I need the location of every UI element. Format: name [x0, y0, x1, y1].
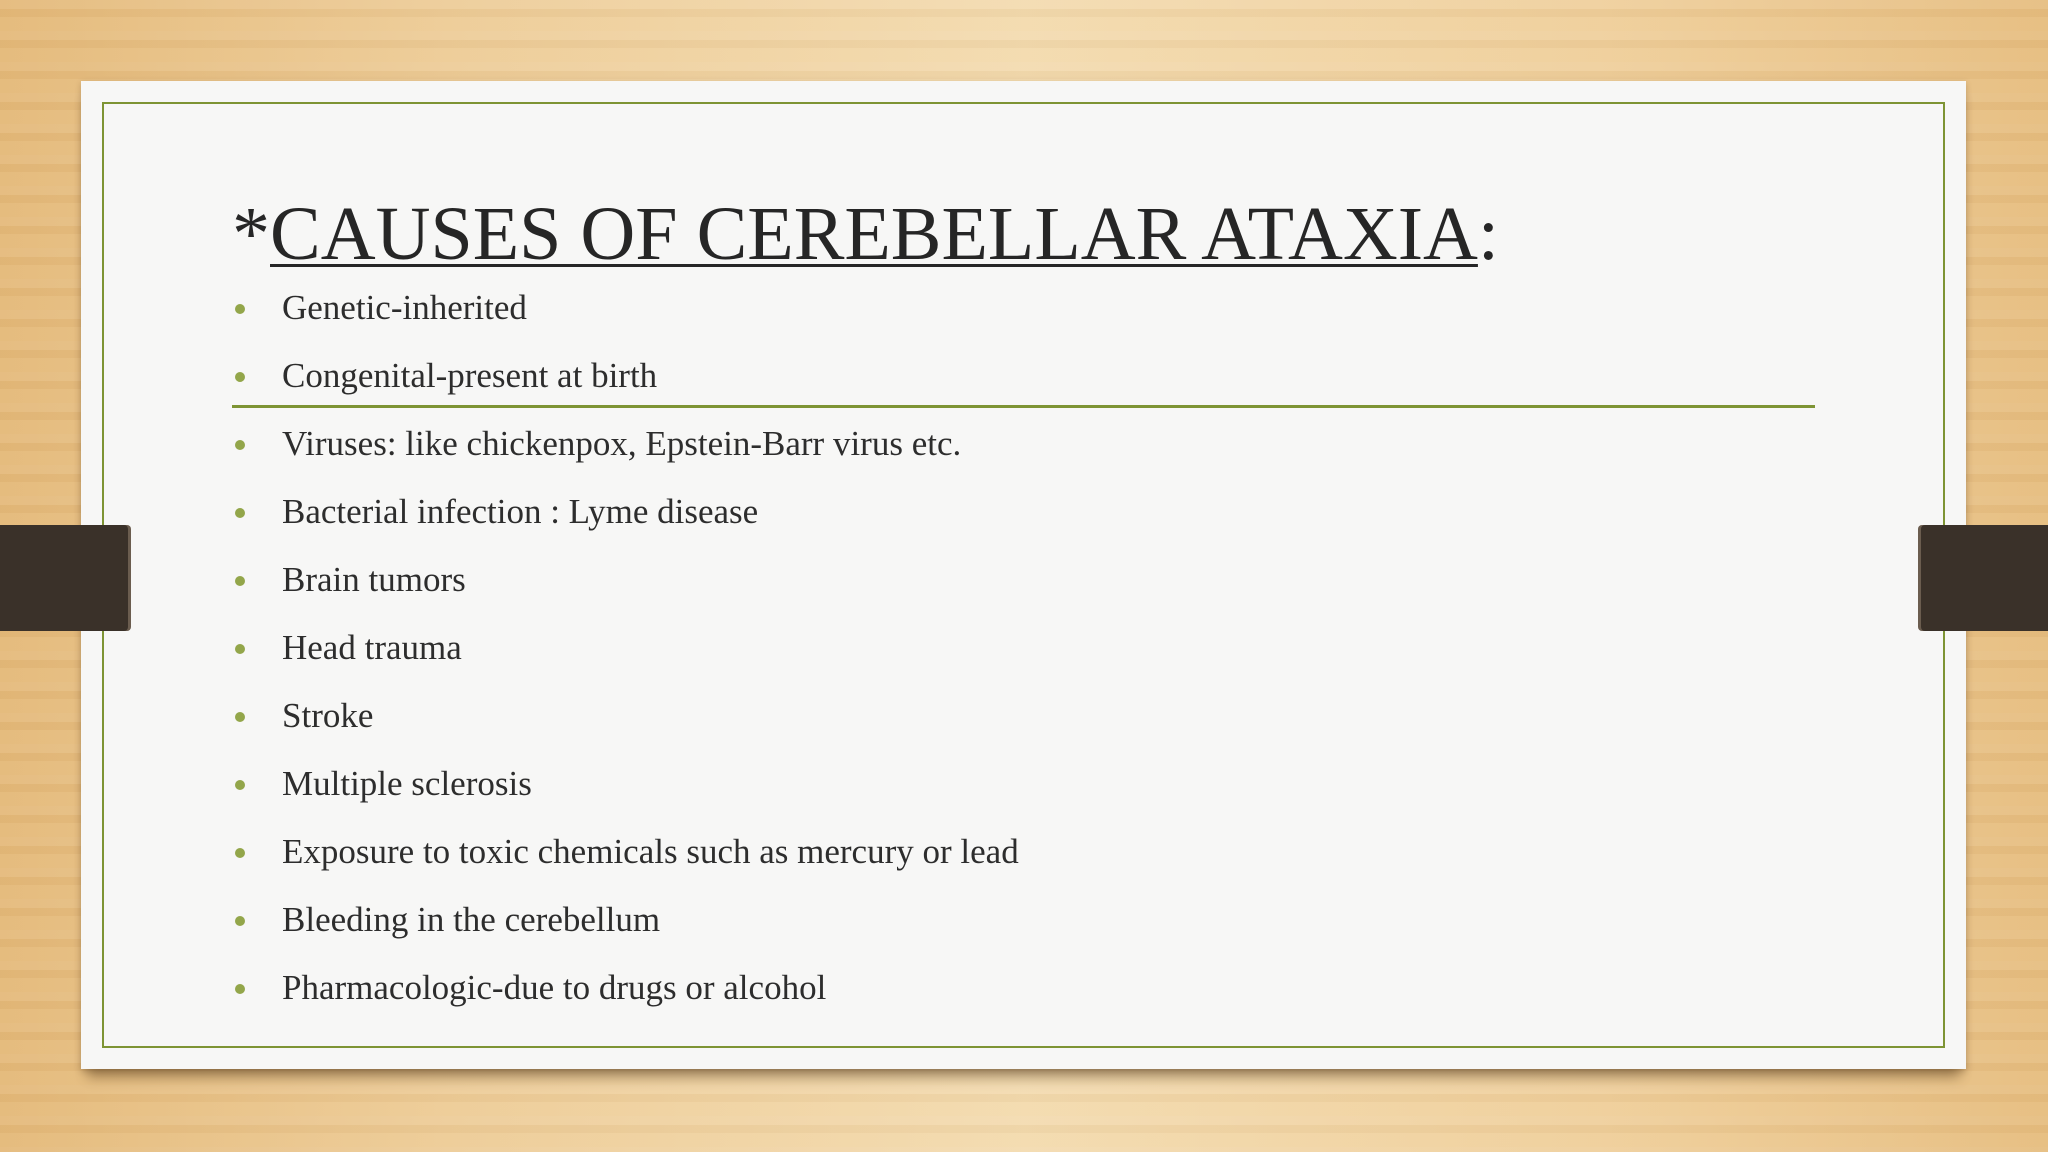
list-item: [232, 283, 1019, 351]
list-item-text: Congenital-present at birth: [282, 356, 658, 395]
bullet-icon: [235, 644, 245, 654]
bullet-icon: [235, 304, 245, 314]
list-item-text: Brain tumors: [282, 560, 466, 599]
list-item-text: Pharmacologic-due to drugs or alcohol: [282, 968, 827, 1007]
bullet-icon: [235, 508, 245, 518]
list-item: [232, 623, 1019, 691]
bullet-icon: [235, 916, 245, 926]
list-item: [232, 351, 1019, 419]
bullet-icon: [235, 576, 245, 586]
bullet-icon: [235, 372, 245, 382]
bullet-icon: [235, 984, 245, 994]
list-item: [232, 759, 1019, 827]
list-item-text: Exposure to toxic chemicals such as mercury or lead: [282, 832, 1019, 871]
list-item: [232, 827, 1019, 895]
title-prefix: *: [232, 192, 270, 276]
list-item-text: Stroke: [282, 696, 374, 735]
title-divider-line: [232, 405, 1815, 408]
list-item: [232, 963, 1019, 1031]
bullet-icon: [235, 440, 245, 450]
list-item: [232, 487, 1019, 555]
list-item: [232, 895, 1019, 963]
title-suffix: :: [1477, 192, 1500, 276]
list-item-text: Bleeding in the cerebellum: [282, 900, 661, 939]
left-binder-clip: [0, 525, 128, 631]
list-item: [232, 419, 1019, 487]
list-item: [232, 555, 1019, 623]
list-item-text: Head trauma: [282, 628, 462, 667]
list-item-text: Genetic-inherited: [282, 288, 527, 327]
causes-list: [232, 283, 1019, 1031]
list-item: [232, 691, 1019, 759]
list-item-text: Bacterial infection : Lyme disease: [282, 492, 759, 531]
bullet-icon: [235, 848, 245, 858]
bullet-icon: [235, 712, 245, 722]
list-item-text: Multiple sclerosis: [282, 764, 532, 803]
bullet-icon: [235, 780, 245, 790]
slide-title: [232, 192, 1500, 276]
right-binder-clip: [1921, 525, 2048, 631]
list-item-text: Viruses: like chickenpox, Epstein-Barr virus etc.: [282, 424, 962, 463]
title-main: CAUSES OF CEREBELLAR ATAXIA: [270, 192, 1478, 276]
